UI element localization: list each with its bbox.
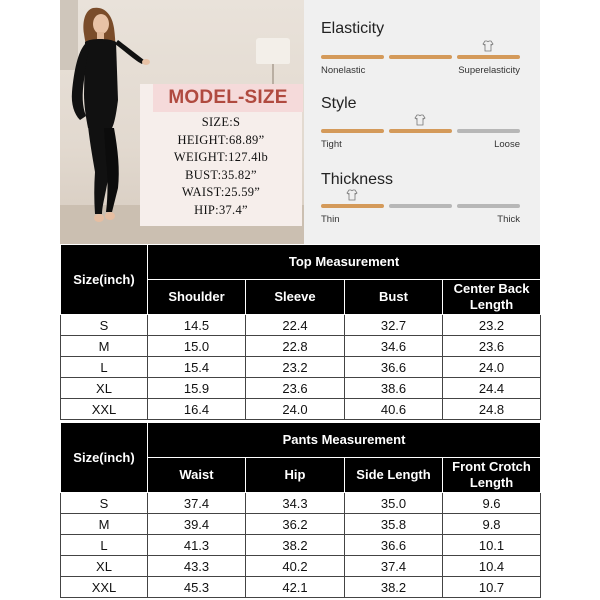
size-cell: S [61,493,148,514]
measurement-cell: 40.2 [246,556,345,577]
measurement-cell: 35.0 [345,493,443,514]
pants-measurement-table [60,422,541,598]
size-cell: S [61,315,148,336]
measurement-cell: 34.6 [345,336,443,357]
column-header: Hip [246,458,345,493]
measurement-cell: 10.1 [443,535,541,556]
model-weight: WEIGHT:127.4lb [173,150,269,165]
measurement-cell: 10.7 [443,577,541,598]
column-header: Front Crotch Length [443,458,541,493]
elasticity-bar-2 [389,55,452,59]
measurement-cell: 9.6 [443,493,541,514]
column-header: Side Length [345,458,443,493]
table-row [61,493,541,514]
thickness-title: Thickness [321,171,394,188]
model-size: SIZE:S [201,115,241,129]
measurement-cell: 15.9 [148,378,246,399]
model-hip: HIP:37.4” [194,202,248,217]
model-bust: BUST:35.82” [185,167,257,182]
size-cell: XXL [61,577,148,598]
measurement-cell: 36.6 [345,357,443,378]
measurement-cell: 24.0 [246,399,345,420]
size-cell: L [61,357,148,378]
measurement-cell: 41.3 [148,535,246,556]
fabric-attributes-panel [304,0,540,244]
measurement-cell: 15.0 [148,336,246,357]
size-header: Size(inch) [61,423,148,493]
size-cell: XL [61,378,148,399]
top-measurement-table [60,244,541,420]
table-row [61,357,541,378]
table-row [61,535,541,556]
measurement-cell: 42.1 [246,577,345,598]
thickness-bar-3 [457,204,520,208]
size-cell: XXL [61,399,148,420]
table-row [61,577,541,598]
measurement-cell: 32.7 [345,315,443,336]
top-group-header: Top Measurement [148,245,541,280]
measurement-cell: 23.6 [246,378,345,399]
table-row [61,378,541,399]
table-row [61,514,541,535]
table-row [61,399,541,420]
measurement-cell: 38.6 [345,378,443,399]
table-row [61,315,541,336]
table-row [61,556,541,577]
measurement-cell: 16.4 [148,399,246,420]
measurement-cell: 24.0 [443,357,541,378]
column-header: Shoulder [148,280,246,315]
measurement-cell: 38.2 [345,577,443,598]
measurement-cell: 36.6 [345,535,443,556]
size-cell: M [61,514,148,535]
measurement-cell: 38.2 [246,535,345,556]
shirt-icon [414,114,426,126]
measurement-cell: 9.8 [443,514,541,535]
size-cell: M [61,336,148,357]
thickness-bar-1 [321,204,384,208]
pants-group-header: Pants Measurement [148,423,541,458]
measurement-cell: 24.4 [443,378,541,399]
elasticity-bar-3 [457,55,520,59]
measurement-cell: 23.2 [246,357,345,378]
table-row [61,336,541,357]
style-low-label: Tight [321,139,342,150]
measurement-cell: 40.6 [345,399,443,420]
measurement-cell: 37.4 [345,556,443,577]
model-waist: WAIST:25.59” [181,185,261,200]
size-cell: XL [61,556,148,577]
thickness-bar-2 [389,204,452,208]
measurement-cell: 23.2 [443,315,541,336]
measurement-cell: 23.6 [443,336,541,357]
measurement-cell: 37.4 [148,493,246,514]
measurement-cell: 15.4 [148,357,246,378]
thickness-low-label: Thin [321,214,340,225]
elasticity-title: Elasticity [321,20,385,37]
shirt-icon [346,189,358,201]
model-height: HEIGHT:68.89” [177,132,265,147]
measurement-cell: 24.8 [443,399,541,420]
measurement-cell: 22.8 [246,336,345,357]
shirt-icon [482,40,494,52]
size-header: Size(inch) [61,245,148,315]
elasticity-low-label: Nonelastic [321,65,366,76]
elasticity-bar-1 [321,55,384,59]
column-header: Sleeve [246,280,345,315]
measurement-cell: 34.3 [246,493,345,514]
thickness-high-label: Thick [497,214,520,225]
measurement-cell: 36.2 [246,514,345,535]
style-bar-2 [389,129,452,133]
measurement-cell: 10.4 [443,556,541,577]
measurement-cell: 35.8 [345,514,443,535]
measurement-cell: 22.4 [246,315,345,336]
model-size-title: MODEL-SIZE [153,84,303,112]
column-header: Waist [148,458,246,493]
column-header: Center Back Length [443,280,541,315]
column-header: Bust [345,280,443,315]
measurement-cell: 43.3 [148,556,246,577]
model-stats [140,114,302,220]
measurement-cell: 39.4 [148,514,246,535]
measurement-cell: 45.3 [148,577,246,598]
elasticity-high-label: Superelasticity [458,65,520,76]
style-bar-3 [457,129,520,133]
style-bar-1 [321,129,384,133]
measurement-cell: 14.5 [148,315,246,336]
style-title: Style [321,95,357,112]
style-high-label: Loose [494,139,520,150]
size-cell: L [61,535,148,556]
